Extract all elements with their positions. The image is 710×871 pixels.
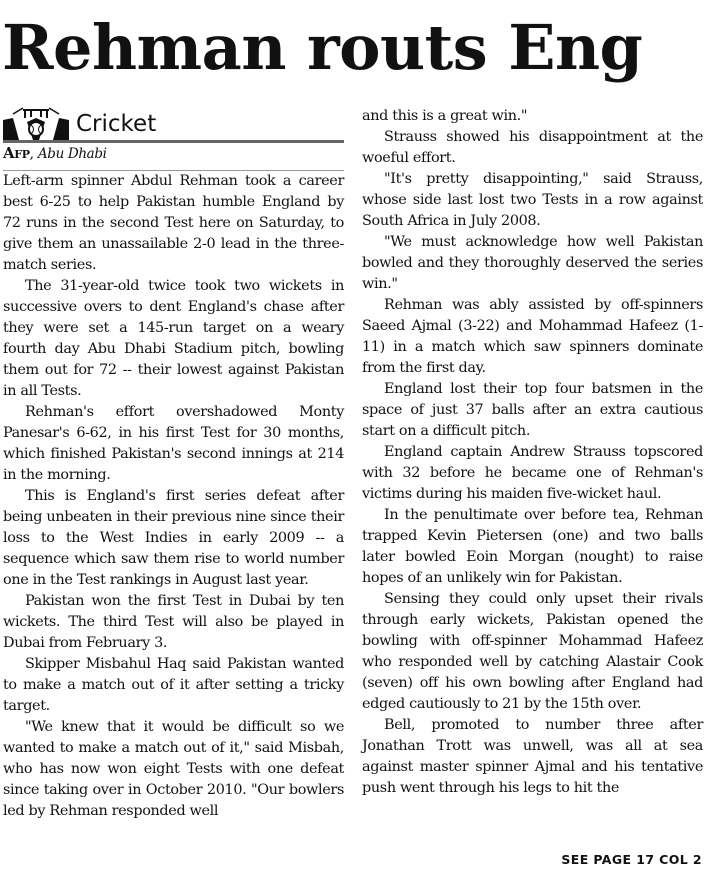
- article-paragraph: "We must acknowledge how well Pakistan bowled and they thoroughly deserved the series win.": [362, 234, 703, 292]
- article-paragraph: Left-arm spinner Abdul Rehman took a career best 6-25 to help Pakistan humble England by 72 runs in the second Test here on Saturday, to give them an unassailable 2-0 lead in the three-match series.: [3, 173, 344, 273]
- continuation-jump-line: SEE PAGE 17 COL 2: [561, 852, 702, 867]
- article-paragraph: In the penultimate over before tea, Rehman trapped Kevin Pietersen (one) and two balls later bowled Eoin Morgan (nought) to raise hopes of an unlikely win for Pakistan.: [362, 507, 703, 586]
- byline-agency: Afp: [3, 144, 30, 162]
- article-paragraph: Strauss showed his disappointment at the woeful effort.: [362, 129, 703, 166]
- article-paragraph: Rehman was ably assisted by off-spinners Saeed Ajmal (3-22) and Mohammad Hafeez (1-11) in a match which saw spinners dominate from the first day.: [362, 297, 703, 376]
- article-paragraph: The 31-year-old twice took two wickets in successive overs to dent England's chase after they were set a 145-run target on a weary fourth day Abu Dhabi Stadium pitch, bowling them out for 72 -- their lowest against Pakistan in all Tests.: [3, 278, 344, 399]
- article-paragraph: England lost their top four batsmen in the space of just 37 balls after an extra cautious start on a difficult pitch.: [362, 381, 703, 439]
- article-paragraph: Sensing they could only upset their rivals through early wickets, Pakistan opened the bowling with off-spinner Mohammad Hafeez who responded well by catching Alastair Cook (seven) off his own bowling after England had edged cautiously to 21 by the 15th over.: [362, 591, 703, 712]
- article-paragraph: Skipper Misbahul Haq said Pakistan wanted to make a match out of it after setting a tricky target.: [3, 656, 344, 714]
- dateline: [3, 143, 344, 171]
- byline-place: Abu Dhabi: [37, 146, 107, 162]
- article-paragraph: Pakistan won the first Test in Dubai by ten wickets. The third Test will also be played in Dubai from February 3.: [3, 593, 344, 651]
- cricket-logo-icon: [3, 106, 69, 140]
- article-paragraph: England captain Andrew Strauss topscored with 32 before he became one of Rehman's victims during his maiden five-wicket haul.: [362, 444, 703, 502]
- article-paragraph: This is England's first series defeat after being unbeaten in their previous nine since their loss to the West Indies in early 2009 -- a sequence which saw them rise to world number one in the Test rankings in August last year.: [3, 488, 344, 588]
- article-paragraph: Bell, promoted to number three after Jonathan Trott was unwell, was all at sea against master spinner Ajmal and his tentative push went through his legs to hit the: [362, 717, 703, 796]
- byline-separator: ,: [29, 146, 34, 162]
- article-column-left: [3, 102, 344, 822]
- section-kicker: [3, 102, 344, 143]
- article-column-right: [362, 106, 703, 799]
- headline: Rehman routs Eng: [2, 11, 643, 84]
- article-paragraph: "We knew that it would be difficult so we wanted to make a match out of it," said Misbah, who has now won eight Tests with one defeat since taking over in October 2010. "Our bowlers led by Rehman responded well: [3, 719, 344, 819]
- article-paragraph: "It's pretty disappointing," said Strauss, whose side last lost two Tests in a row against South Africa in July 2008.: [362, 171, 703, 229]
- section-label: Cricket: [76, 111, 157, 137]
- article-paragraph: and this is a great win.": [362, 108, 528, 124]
- article-paragraph: Rehman's effort overshadowed Monty Panesar's 6-62, in his first Test for 30 months, which finished Pakistan's second innings at 214 in the morning.: [3, 404, 344, 483]
